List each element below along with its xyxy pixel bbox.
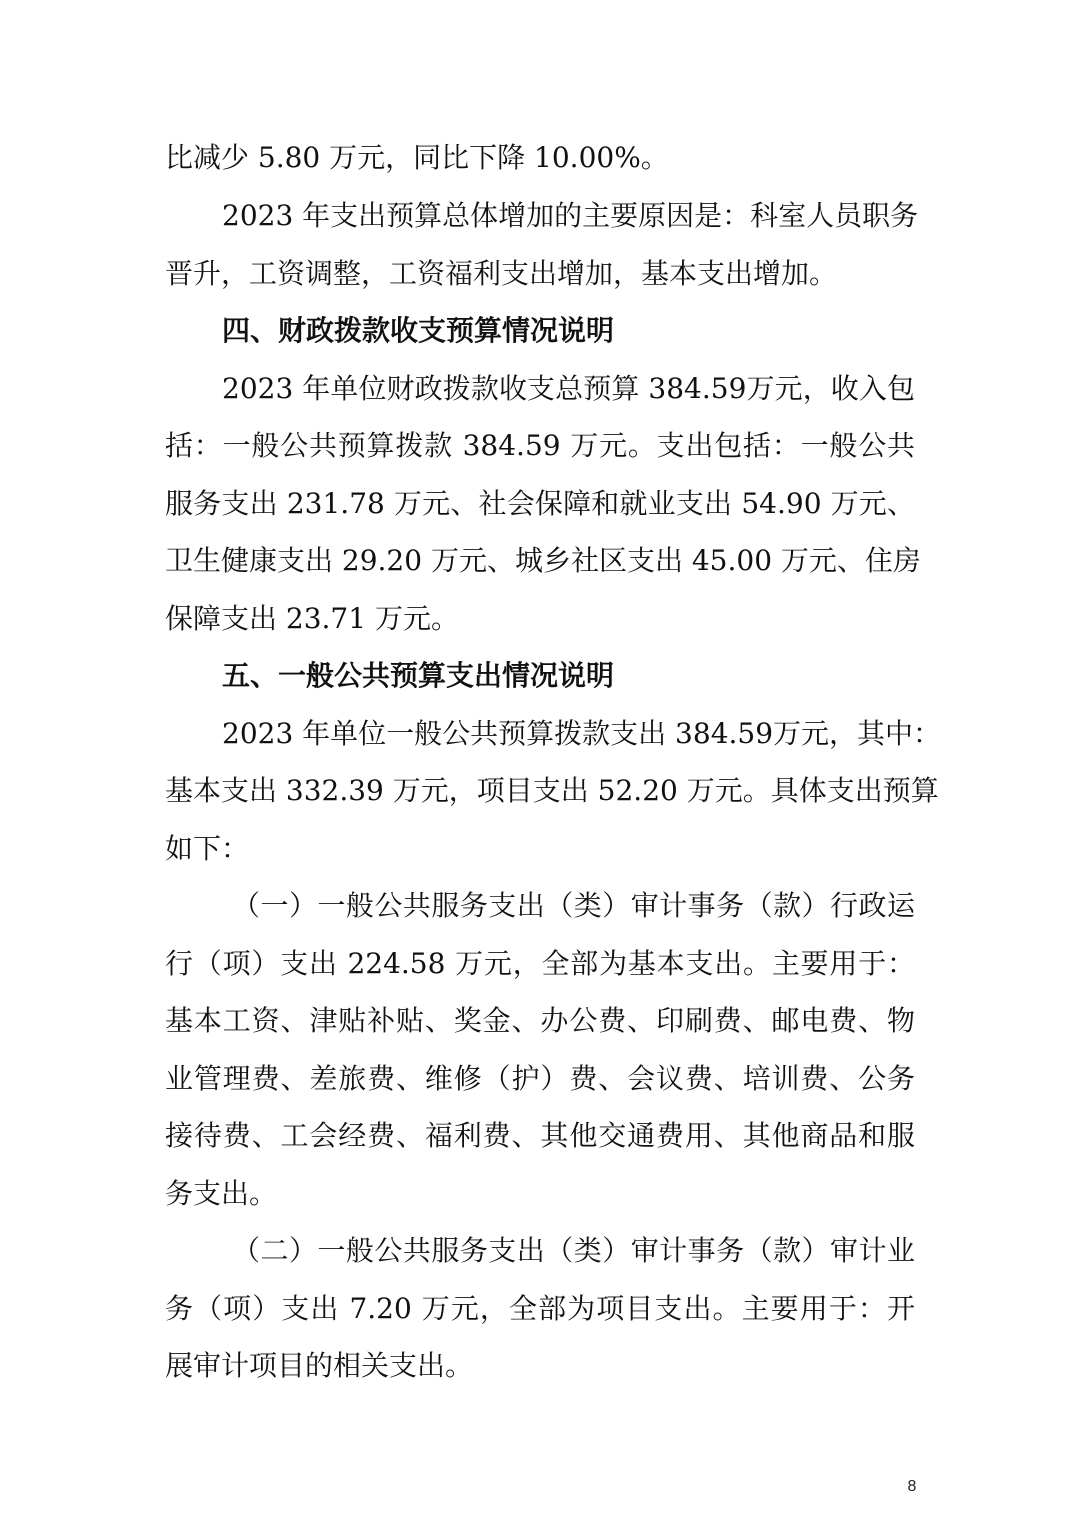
- paragraph-line: 晋升，工资调整，工资福利支出增加，基本支出增加。: [165, 257, 838, 290]
- paragraph-line: 保障支出 23.71 万元。: [165, 602, 459, 635]
- paragraph-line: 基本支出 332.39 万元，项目支出 52.20 万元。具体支出预算: [165, 774, 939, 807]
- section-heading: 五、一般公共预算支出情况说明: [222, 659, 615, 692]
- page-number: 8: [907, 1478, 917, 1495]
- paragraph-line: 卫生健康支出 29.20 万元、城乡社区支出 45.00 万元、住房: [165, 544, 921, 577]
- paragraph-line: （一）一般公共服务支出（类）审计事务（款）行政运: [232, 889, 915, 922]
- paragraph-line: 括：一般公共预算拨款 384.59 万元。支出包括：一般公共: [165, 429, 915, 462]
- paragraph-line: 2023 年单位财政拨款收支总预算 384.59万元，收入包: [222, 372, 915, 405]
- paragraph-line: 业管理费、差旅费、维修（护）费、会议费、培训费、公务: [165, 1062, 915, 1095]
- paragraph-line: 务（项）支出 7.20 万元，全部为项目支出。主要用于：开: [165, 1292, 915, 1325]
- section-heading: 四、财政拨款收支预算情况说明: [222, 314, 615, 347]
- paragraph-line: 接待费、工会经费、福利费、其他交通费用、其他商品和服: [165, 1119, 915, 1152]
- paragraph-line: 务支出。: [165, 1177, 278, 1210]
- paragraph-line: 展审计项目的相关支出。: [165, 1349, 474, 1382]
- paragraph-line: 2023 年单位一般公共预算拨款支出 384.59万元，其中：: [222, 717, 942, 750]
- paragraph-line: 基本工资、津贴补贴、奖金、办公费、印刷费、邮电费、物: [165, 1004, 915, 1037]
- paragraph-line: 行（项）支出 224.58 万元，全部为基本支出。主要用于：: [165, 947, 915, 980]
- paragraph-line: 2023 年支出预算总体增加的主要原因是：科室人员职务: [222, 199, 919, 232]
- paragraph-line: 如下：: [165, 832, 250, 865]
- paragraph-line: 比减少 5.80 万元，同比下降 10.00%。: [165, 141, 669, 174]
- paragraph-line: （二）一般公共服务支出（类）审计事务（款）审计业: [232, 1234, 915, 1267]
- paragraph-line: 服务支出 231.78 万元、社会保障和就业支出 54.90 万元、: [165, 487, 915, 520]
